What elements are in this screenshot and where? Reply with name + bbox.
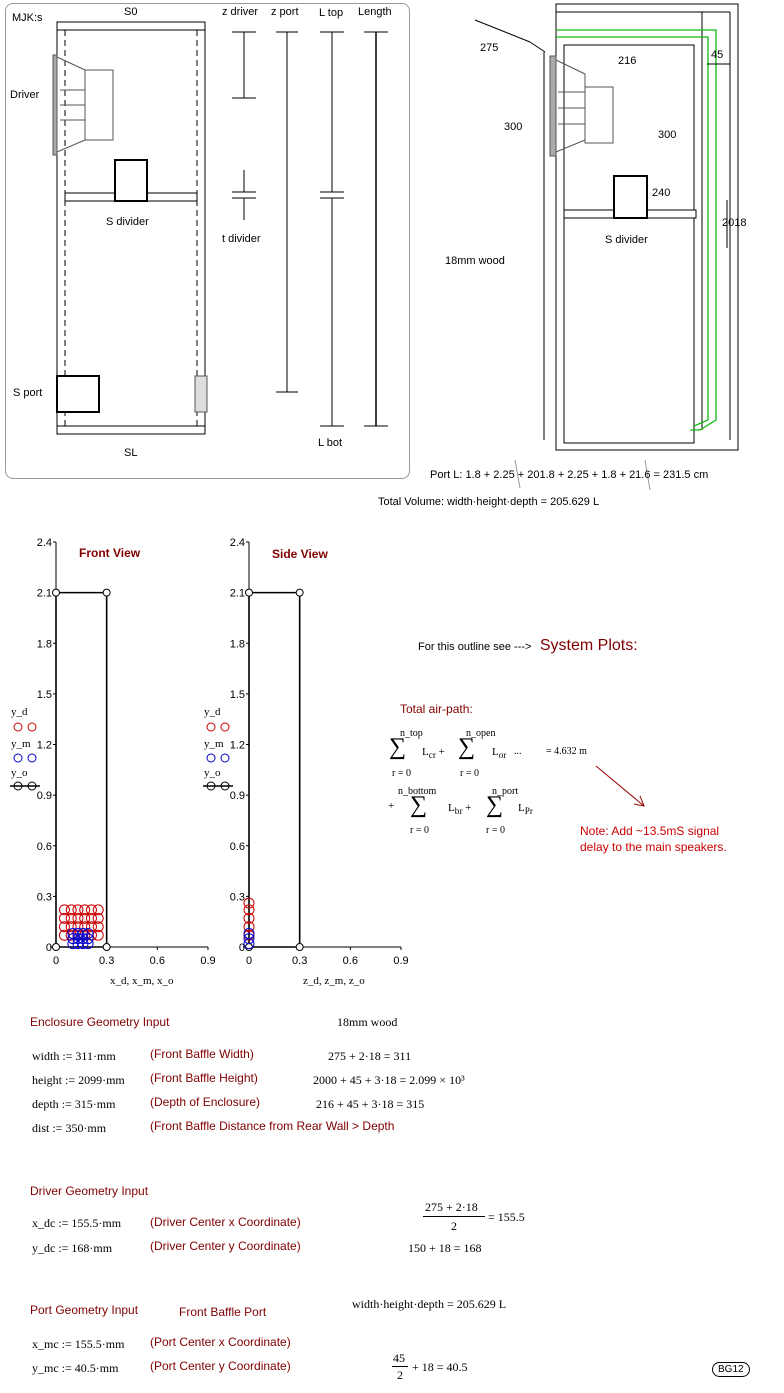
n-top: n_top — [400, 728, 423, 739]
front-x-tick-label: 0 — [52, 955, 60, 967]
enclosure-depth-calc: 216 + 45 + 3·18 = 315 — [316, 1097, 425, 1111]
enclosure-width-calc: 275 + 2·18 = 311 — [328, 1049, 412, 1063]
driver-frac-num: 275 + 2·18 — [425, 1200, 478, 1214]
front-y-tick-label: 2.1 — [36, 587, 52, 600]
enclosure-width-def[interactable]: width := 311·mm — [32, 1049, 116, 1063]
front-outline-corner-marker — [53, 589, 60, 596]
n-port: n_port — [492, 786, 519, 797]
dim-275: 275 — [480, 42, 499, 54]
enclosure-heading: Enclosure Geometry Input — [30, 1015, 170, 1029]
port-y-desc: (Port Center y Coordinate) — [150, 1359, 291, 1373]
r0-3: r = 0 — [410, 825, 429, 836]
driver-y-def[interactable]: y_dc := 168·mm — [32, 1241, 113, 1255]
port-frac-den: 2 — [397, 1368, 403, 1382]
port-length-formula: Port L: 1.8 + 2.25 + 201.8 + 2.25 + 1.8 + 21.6 = 231.5 cm — [430, 469, 709, 481]
front-y-tick-label: 0 — [45, 942, 52, 954]
side-y-tick-label: 0.6 — [229, 840, 245, 853]
port-volume: width·height·depth = 205.629 L — [352, 1297, 507, 1311]
front-outline-corner-marker — [53, 944, 60, 951]
side-x-tick-label: 0.6 — [342, 955, 358, 967]
side-legend-yo: y_o — [204, 767, 221, 779]
side-legend-yd-marker-2 — [221, 723, 229, 731]
label-18mm-wood: 18mm wood — [445, 255, 505, 267]
port-frac-num: 45 — [393, 1351, 405, 1365]
badge-bg12: BG12 — [712, 1362, 750, 1377]
air-path-result: = 4.632 m — [546, 746, 587, 757]
port-subheading: Front Baffle Port — [179, 1305, 267, 1319]
label-s-divider-right: S divider — [605, 234, 648, 246]
side-legend-ym-marker-1 — [207, 754, 215, 762]
side-enclosure-outline — [249, 593, 300, 947]
side-y-tick-label: 2.1 — [229, 587, 245, 600]
dim-216: 216 — [618, 55, 637, 67]
term-lp: $L_{Pr}$ — [518, 802, 533, 817]
front-legend-yd-marker-2 — [28, 723, 36, 731]
label-driver: Driver — [10, 89, 40, 101]
side-legend-ym-marker-2 — [221, 754, 229, 762]
schematic-diagram — [0, 0, 410, 480]
driver-x-desc: (Driver Center x Coordinate) — [150, 1215, 301, 1229]
driver-y-desc: (Driver Center y Coordinate) — [150, 1239, 301, 1253]
n-bottom: n_bottom — [398, 786, 437, 797]
label-mjks: MJK:s — [12, 12, 43, 24]
side-outline-corner-marker — [246, 589, 253, 596]
front-x-tick-label: 0.3 — [99, 955, 115, 967]
sum-sign-1: ∑ — [389, 734, 407, 760]
view-plots — [0, 530, 420, 1000]
air-path-title: Total air-path: — [400, 702, 473, 716]
front-legend-ym-marker-2 — [28, 754, 36, 762]
sum-sign-2: ∑ — [458, 734, 476, 760]
front-outline-corner-marker — [103, 589, 110, 596]
front-x-tick-label: 0.6 — [149, 955, 165, 967]
sum-sign-4: ∑ — [486, 792, 504, 818]
term-lc: $L_{cr}$ + — [422, 746, 445, 761]
cross-section-diagram — [460, 0, 780, 510]
dim-300-left: 300 — [504, 121, 523, 133]
port-y-def[interactable]: y_mc := 40.5·mm — [32, 1361, 119, 1375]
front-x-tick-label: 0.9 — [200, 955, 216, 967]
enclosure-width-desc: (Front Baffle Width) — [150, 1047, 254, 1061]
enclosure-height-calc: 2000 + 45 + 3·18 = 2.099 × 10³ — [313, 1073, 465, 1087]
side-legend-yd-marker-1 — [207, 723, 215, 731]
r0-4: r = 0 — [486, 825, 505, 836]
front-y-tick-label: 0.9 — [36, 790, 52, 803]
side-y-tick-label: 1.5 — [229, 688, 245, 701]
port-frac-bar — [392, 1366, 408, 1367]
driver-frac-den: 2 — [451, 1219, 457, 1233]
front-legend-yo: y_o — [11, 767, 28, 779]
side-y-tick-label: 2.4 — [229, 537, 245, 549]
driver-shape — [53, 55, 113, 155]
port-x-desc: (Port Center x Coordinate) — [150, 1335, 291, 1349]
dim-45: 45 — [711, 49, 724, 61]
sum-sign-3: ∑ — [410, 792, 428, 818]
front-legend-ym-marker-1 — [14, 754, 22, 762]
label-length: Length — [358, 6, 392, 18]
total-volume: Total Volume: width·height·depth = 205.629 L — [378, 496, 600, 508]
enclosure-height-def[interactable]: height := 2099·mm — [32, 1073, 125, 1087]
front-y-tick-label: 1.2 — [36, 739, 52, 752]
front-enclosure-outline — [56, 593, 107, 947]
dim-240: 240 — [652, 187, 671, 199]
side-view-title: Side View — [272, 547, 328, 561]
label-l-top: L top — [319, 7, 344, 19]
r0-1: r = 0 — [392, 768, 411, 779]
side-y-tick-label: 0 — [238, 942, 245, 954]
driver-y-calc: 150 + 18 = 168 — [408, 1241, 482, 1255]
note-arrow — [590, 760, 660, 820]
label-l-bot: L bot — [318, 437, 343, 449]
driver-frac-res: = 155.5 — [488, 1210, 525, 1224]
front-y-tick-label: 1.8 — [36, 638, 52, 651]
note-line-1: Note: Add ~13.5mS signal — [580, 824, 720, 838]
front-y-tick-label: 0.3 — [36, 891, 52, 904]
note-line-2: delay to the main speakers. — [580, 840, 727, 854]
driver-heading: Driver Geometry Input — [30, 1184, 149, 1198]
enclosure-depth-def[interactable]: depth := 315·mm — [32, 1097, 116, 1111]
side-y-tick-label: 0.9 — [229, 790, 245, 803]
air-path-formula — [386, 728, 587, 836]
term-lo: $L_{or}$ — [492, 746, 507, 761]
label-s0: S0 — [124, 6, 138, 18]
front-legend-yd-marker-1 — [14, 723, 22, 731]
side-view-xlabel: z_d, z_m, z_o — [303, 975, 365, 987]
driver-x-def[interactable]: x_dc := 155.5·mm — [32, 1216, 122, 1230]
label-s-divider: S divider — [106, 216, 149, 228]
term-lb: $L_{br}$ + — [448, 802, 472, 817]
side-outline-corner-marker — [296, 589, 303, 596]
side-outline-corner-marker — [296, 944, 303, 951]
port-heading: Port Geometry Input — [30, 1303, 139, 1317]
side-y-tick-label: 1.8 — [229, 638, 245, 651]
front-y-tick-label: 0.6 — [36, 840, 52, 853]
side-legend-yd: y_d — [204, 706, 221, 718]
label-sl: SL — [124, 447, 138, 459]
side-x-tick-label: 0.3 — [292, 955, 308, 967]
label-z-driver: z driver — [222, 6, 259, 18]
label-s-port: S port — [13, 387, 43, 399]
driver-frac-bar — [423, 1216, 485, 1217]
enclosure-depth-desc: (Depth of Enclosure) — [150, 1095, 261, 1109]
r0-2: r = 0 — [460, 768, 479, 779]
enclosure-height-desc: (Front Baffle Height) — [150, 1071, 258, 1085]
enclosure-dist-def[interactable]: dist := 350·mm — [32, 1121, 107, 1135]
port-x-def[interactable]: x_mc := 155.5·mm — [32, 1337, 125, 1351]
dots: ... — [514, 746, 522, 757]
side-x-tick-label: 0.9 — [393, 955, 409, 967]
front-legend-yd: y_d — [11, 706, 28, 718]
system-plots-link[interactable]: System Plots: — [539, 637, 638, 654]
system-plots-prefix: For this outline see ---> — [418, 641, 532, 653]
enclosure-dist-desc: (Front Baffle Distance from Rear Wall > Depth — [150, 1119, 395, 1133]
side-outline-corner-marker — [246, 944, 253, 951]
front-legend-ym: y_m — [11, 738, 31, 750]
plus-1: + — [388, 800, 395, 812]
front-y-tick-label: 2.4 — [36, 537, 52, 549]
port-frac-res: + 18 = 40.5 — [412, 1360, 468, 1374]
side-y-tick-label: 1.2 — [229, 739, 245, 752]
front-outline-corner-marker — [103, 944, 110, 951]
n-open: n_open — [466, 728, 496, 739]
label-t-divider: t divider — [222, 233, 261, 245]
front-y-tick-label: 1.5 — [36, 688, 52, 701]
side-legend-ym: y_m — [204, 738, 224, 750]
dim-2018: 2018 — [722, 217, 747, 229]
front-view-title: Front View — [79, 546, 141, 560]
side-y-tick-label: 0.3 — [229, 891, 245, 904]
label-z-port: z port — [271, 6, 299, 18]
system-plots-hint — [418, 637, 638, 655]
dim-300-right: 300 — [658, 129, 677, 141]
front-view-xlabel: x_d, x_m, x_o — [110, 975, 174, 987]
side-x-tick-label: 0 — [245, 955, 253, 967]
enclosure-wood: 18mm wood — [337, 1015, 398, 1029]
